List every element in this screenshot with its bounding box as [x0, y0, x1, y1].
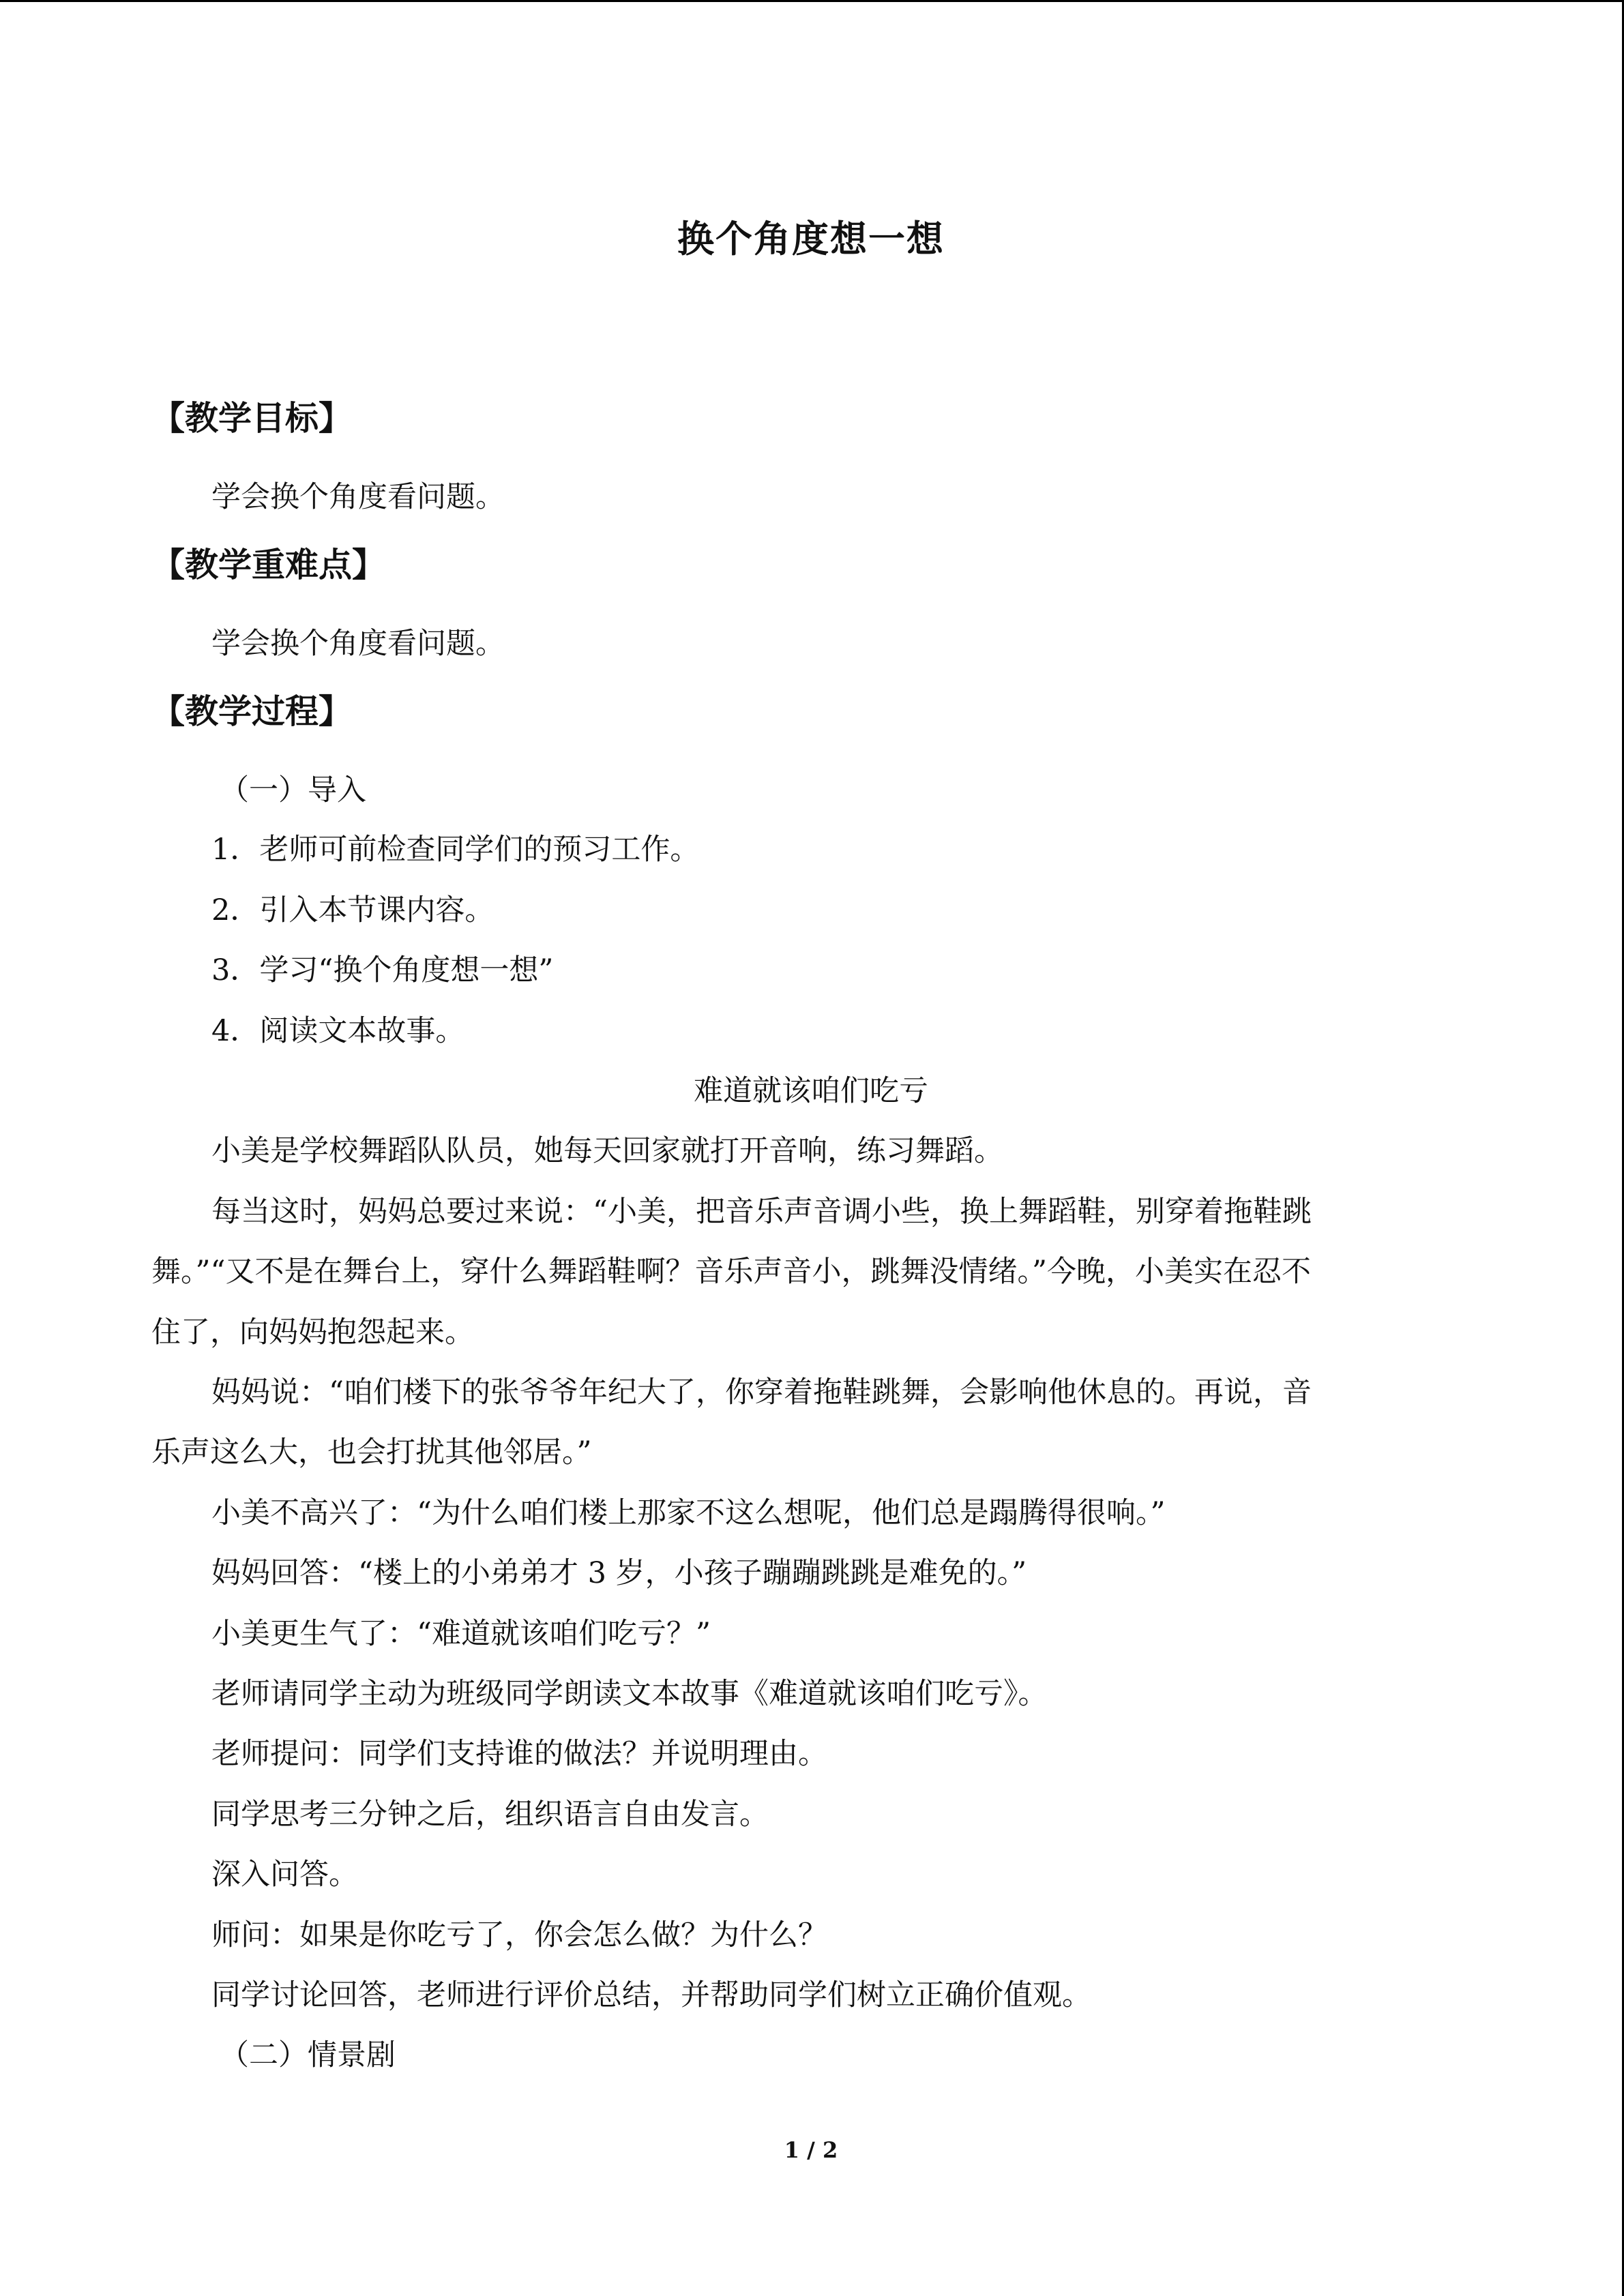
- subsection-intro: （一）导入: [220, 773, 366, 807]
- key-points-text: 学会换个角度看问题。: [211, 627, 505, 661]
- document-title: 换个角度想一想: [677, 218, 945, 260]
- goal-text: 学会换个角度看问题。: [211, 480, 505, 514]
- step-item: 1．老师可前检查同学们的预习工作。: [211, 833, 700, 867]
- paragraph: 老师请同学主动为班级同学朗读文本故事《难道就该咱们吃亏》。: [211, 1677, 1048, 1711]
- section-heading-process: 【教学过程】: [151, 692, 353, 731]
- step-item: 4．阅读文本故事。: [211, 1014, 465, 1048]
- page-number: 1 / 2: [784, 2137, 838, 2163]
- paragraph: 住了，向妈妈抱怨起来。: [151, 1315, 474, 1350]
- section-heading-goals: 【教学目标】: [151, 399, 353, 438]
- paragraph: 师问：如果是你吃亏了，你会怎么做？为什么？: [211, 1918, 827, 1952]
- paragraph: 每当这时，妈妈总要过来说：“小美，把音乐声音调小些，换上舞蹈鞋，别穿着拖鞋跳: [211, 1195, 1312, 1229]
- paragraph: 妈妈说：“咱们楼下的张爷爷年纪大了，你穿着拖鞋跳舞，会影响他休息的。再说，音: [211, 1375, 1312, 1410]
- paragraph: 深入问答。: [211, 1858, 358, 1892]
- story-title: 难道就该咱们吃亏: [694, 1074, 928, 1108]
- paragraph: 老师提问：同学们支持谁的做法？并说明理由。: [211, 1737, 827, 1771]
- paragraph: 舞。”“又不是在舞台上，穿什么舞蹈鞋啊？音乐声音小，跳舞没情绪。”今晚，小美实在忍不: [151, 1255, 1311, 1289]
- step-item: 3．学习“换个角度想一想”: [211, 953, 554, 987]
- paragraph: 乐声这么大，也会打扰其他邻居。”: [151, 1435, 592, 1470]
- subsection-skit: （二）情景剧: [220, 2038, 396, 2072]
- step-item: 2．引入本节课内容。: [211, 893, 494, 927]
- section-heading-key-points: 【教学重难点】: [151, 546, 386, 584]
- paragraph: 小美不高兴了：“为什么咱们楼上那家不这么想呢，他们总是蹋腾得很响。”: [211, 1496, 1166, 1530]
- paragraph: 妈妈回答：“楼上的小弟弟才 3 岁，小孩子蹦蹦跳跳是难免的。”: [211, 1556, 1027, 1590]
- paragraph: 小美更生气了：“难道就该咱们吃亏？”: [211, 1617, 711, 1651]
- paragraph: 小美是学校舞蹈队队员，她每天回家就打开音响，练习舞蹈。: [211, 1134, 1003, 1168]
- paragraph: 同学思考三分钟之后，组织语言自由发言。: [211, 1798, 769, 1832]
- paragraph: 同学讨论回答，老师进行评价总结，并帮助同学们树立正确价值观。: [211, 1978, 1091, 2012]
